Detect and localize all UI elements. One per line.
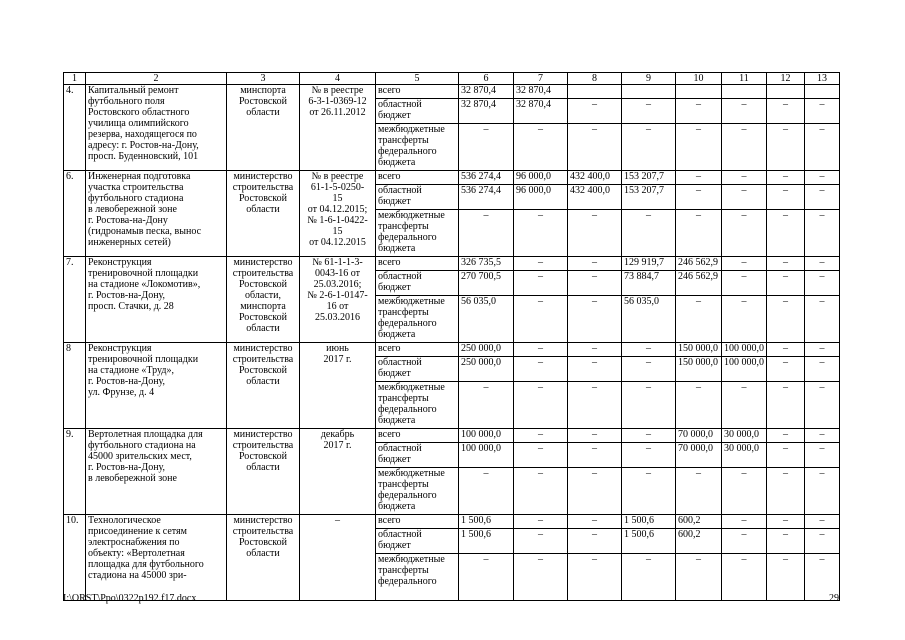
- amount-cell: –: [622, 124, 676, 171]
- amount-cell: –: [568, 529, 622, 554]
- amount-cell: 150 000,0: [676, 343, 722, 357]
- table-row: [64, 257, 840, 271]
- amount-cell: –: [622, 429, 676, 443]
- amount-cell: [622, 85, 676, 99]
- amount-cell: –: [805, 185, 840, 210]
- amount-cell: –: [622, 382, 676, 429]
- amount-cell: –: [805, 357, 840, 382]
- amount-cell: 153 207,7: [622, 171, 676, 185]
- funding-source: межбюджетные трансферты федерального: [376, 554, 459, 601]
- object-name: Капитальный ремонт футбольного поля Ростовского областного училища олимпийского резерва, находящегося по адресу: г. Ростов-на-Дону, просп. Буденновский, 101: [86, 85, 227, 171]
- amount-cell: –: [459, 210, 514, 257]
- funding-source: всего: [376, 343, 459, 357]
- amount-cell: 30 000,0: [722, 443, 767, 468]
- amount-cell: –: [568, 443, 622, 468]
- column-number: 4: [300, 73, 376, 85]
- amount-cell: –: [767, 429, 805, 443]
- amount-cell: –: [722, 271, 767, 296]
- responsible-ministry: министерство строительства Ростовской области: [227, 171, 300, 257]
- amount-cell: 70 000,0: [676, 429, 722, 443]
- funding-source: межбюджетные трансферты федерального бюджета: [376, 468, 459, 515]
- amount-cell: –: [805, 171, 840, 185]
- amount-cell: 100 000,0: [459, 429, 514, 443]
- table-row: [64, 343, 840, 357]
- amount-cell: –: [568, 382, 622, 429]
- object-name: Реконструкция тренировочной площадки на стадионе «Труд», г. Ростов-на-Дону, ул. Фрунзе, д. 4: [86, 343, 227, 429]
- amount-cell: 600,2: [676, 515, 722, 529]
- funding-source: межбюджетные трансферты федерального бюджета: [376, 124, 459, 171]
- amount-cell: –: [722, 171, 767, 185]
- amount-cell: –: [767, 210, 805, 257]
- responsible-ministry: министерство строительства Ростовской области: [227, 429, 300, 515]
- amount-cell: [805, 85, 840, 99]
- amount-cell: –: [805, 296, 840, 343]
- amount-cell: –: [622, 99, 676, 124]
- amount-cell: 246 562,9: [676, 271, 722, 296]
- amount-cell: 1 500,6: [622, 529, 676, 554]
- funding-source: областной бюджет: [376, 185, 459, 210]
- amount-cell: –: [676, 382, 722, 429]
- amount-cell: –: [514, 529, 568, 554]
- funding-source: областной бюджет: [376, 271, 459, 296]
- amount-cell: –: [767, 443, 805, 468]
- amount-cell: –: [568, 357, 622, 382]
- amount-cell: –: [767, 99, 805, 124]
- amount-cell: –: [514, 257, 568, 271]
- row-number: 10.: [64, 515, 86, 601]
- table-row: [64, 85, 840, 99]
- object-name: Реконструкция тренировочной площадки на стадионе «Локомотив», г. Ростов-на-Дону, просп. Стачки, д. 28: [86, 257, 227, 343]
- amount-cell: –: [622, 468, 676, 515]
- amount-cell: –: [722, 529, 767, 554]
- amount-cell: –: [514, 468, 568, 515]
- amount-cell: –: [459, 554, 514, 601]
- amount-cell: –: [722, 554, 767, 601]
- funding-source: областной бюджет: [376, 443, 459, 468]
- funding-source: межбюджетные трансферты федерального бюджета: [376, 296, 459, 343]
- amount-cell: 70 000,0: [676, 443, 722, 468]
- funding-source: областной бюджет: [376, 529, 459, 554]
- amount-cell: –: [805, 468, 840, 515]
- column-number: 9: [622, 73, 676, 85]
- funding-source: областной бюджет: [376, 99, 459, 124]
- amount-cell: –: [767, 185, 805, 210]
- amount-cell: –: [514, 554, 568, 601]
- row-number: 8: [64, 343, 86, 429]
- amount-cell: –: [459, 124, 514, 171]
- responsible-ministry: минспорта Ростовской области: [227, 85, 300, 171]
- amount-cell: –: [722, 210, 767, 257]
- amount-cell: –: [676, 171, 722, 185]
- amount-cell: 56 035,0: [622, 296, 676, 343]
- object-name: Технологическое присоединение к сетям электроснабжения по объекту: «Вертолетная площадка для футбольного стадиона на 45000 зри-: [86, 515, 227, 601]
- amount-cell: –: [805, 257, 840, 271]
- amount-cell: 30 000,0: [722, 429, 767, 443]
- amount-cell: –: [722, 185, 767, 210]
- funding-source: всего: [376, 85, 459, 99]
- amount-cell: –: [568, 257, 622, 271]
- amount-cell: –: [767, 382, 805, 429]
- amount-cell: –: [722, 124, 767, 171]
- amount-cell: –: [722, 99, 767, 124]
- amount-cell: –: [514, 124, 568, 171]
- column-number: 5: [376, 73, 459, 85]
- amount-cell: –: [568, 343, 622, 357]
- amount-cell: –: [622, 443, 676, 468]
- amount-cell: –: [805, 529, 840, 554]
- amount-cell: –: [722, 515, 767, 529]
- amount-cell: 73 884,7: [622, 271, 676, 296]
- column-number: 7: [514, 73, 568, 85]
- amount-cell: –: [676, 554, 722, 601]
- amount-cell: –: [514, 382, 568, 429]
- funding-source: всего: [376, 171, 459, 185]
- row-number: 7.: [64, 257, 86, 343]
- funding-source: всего: [376, 257, 459, 271]
- amount-cell: –: [622, 343, 676, 357]
- amount-cell: –: [568, 296, 622, 343]
- amount-cell: [767, 85, 805, 99]
- funding-source: всего: [376, 429, 459, 443]
- amount-cell: –: [805, 515, 840, 529]
- amount-cell: –: [514, 357, 568, 382]
- amount-cell: –: [676, 296, 722, 343]
- column-number: 10: [676, 73, 722, 85]
- amount-cell: [568, 85, 622, 99]
- responsible-ministry: министерство строительства Ростовской области: [227, 515, 300, 601]
- amount-cell: 96 000,0: [514, 185, 568, 210]
- amount-cell: –: [676, 99, 722, 124]
- amount-cell: –: [568, 124, 622, 171]
- amount-cell: –: [805, 210, 840, 257]
- amount-cell: –: [514, 443, 568, 468]
- amount-cell: 32 870,4: [514, 85, 568, 99]
- amount-cell: –: [568, 515, 622, 529]
- amount-cell: 250 000,0: [459, 343, 514, 357]
- amount-cell: –: [767, 171, 805, 185]
- amount-cell: –: [622, 554, 676, 601]
- amount-cell: –: [568, 271, 622, 296]
- amount-cell: 129 919,7: [622, 257, 676, 271]
- funding-source: всего: [376, 515, 459, 529]
- amount-cell: –: [805, 443, 840, 468]
- amount-cell: –: [767, 296, 805, 343]
- amount-cell: 150 000,0: [676, 357, 722, 382]
- column-number: 11: [722, 73, 767, 85]
- amount-cell: –: [767, 468, 805, 515]
- amount-cell: 1 500,6: [622, 515, 676, 529]
- amount-cell: –: [767, 271, 805, 296]
- amount-cell: –: [805, 429, 840, 443]
- amount-cell: 32 870,4: [514, 99, 568, 124]
- amount-cell: 536 274,4: [459, 171, 514, 185]
- amount-cell: [722, 85, 767, 99]
- amount-cell: 1 500,6: [459, 529, 514, 554]
- amount-cell: –: [767, 357, 805, 382]
- amount-cell: –: [805, 99, 840, 124]
- amount-cell: –: [805, 124, 840, 171]
- amount-cell: –: [676, 210, 722, 257]
- amount-cell: –: [676, 124, 722, 171]
- amount-cell: 432 400,0: [568, 185, 622, 210]
- amount-cell: 100 000,0: [459, 443, 514, 468]
- row-number: 6.: [64, 171, 86, 257]
- amount-cell: –: [805, 554, 840, 601]
- object-name: Инженерная подготовка участка строительства футбольного стадиона в левобережной зоне г. Ростова-на-Дону (гидронамыв песка, вынос инженерных сетей): [86, 171, 227, 257]
- responsible-ministry: министерство строительства Ростовской области: [227, 343, 300, 429]
- amount-cell: –: [722, 382, 767, 429]
- amount-cell: 96 000,0: [514, 171, 568, 185]
- column-number: 8: [568, 73, 622, 85]
- registry-info: № в реестре 61-1-5-0250- 15 от 04.12.2015; № 1-6-1-0422- 15 от 04.12.2015: [300, 171, 376, 257]
- registry-info: № 61-1-1-3- 0043-16 от 25.03.2016; № 2-6-1-0147- 16 от 25.03.2016: [300, 257, 376, 343]
- amount-cell: 270 700,5: [459, 271, 514, 296]
- registry-info: –: [300, 515, 376, 601]
- amount-cell: –: [568, 99, 622, 124]
- amount-cell: –: [805, 343, 840, 357]
- amount-cell: –: [568, 554, 622, 601]
- registry-info: декабрь 2017 г.: [300, 429, 376, 515]
- column-number: 6: [459, 73, 514, 85]
- amount-cell: 246 562,9: [676, 257, 722, 271]
- amount-cell: 1 500,6: [459, 515, 514, 529]
- funding-source: межбюджетные трансферты федерального бюджета: [376, 382, 459, 429]
- amount-cell: 432 400,0: [568, 171, 622, 185]
- amount-cell: –: [767, 529, 805, 554]
- amount-cell: –: [459, 382, 514, 429]
- row-number: 4.: [64, 85, 86, 171]
- registry-info: июнь 2017 г.: [300, 343, 376, 429]
- amount-cell: 153 207,7: [622, 185, 676, 210]
- row-number: 9.: [64, 429, 86, 515]
- amount-cell: –: [722, 296, 767, 343]
- amount-cell: –: [805, 382, 840, 429]
- amount-cell: –: [459, 468, 514, 515]
- amount-cell: –: [514, 271, 568, 296]
- amount-cell: 32 870,4: [459, 99, 514, 124]
- table-row: [64, 515, 840, 529]
- amount-cell: –: [622, 210, 676, 257]
- funding-source: областной бюджет: [376, 357, 459, 382]
- amount-cell: 250 000,0: [459, 357, 514, 382]
- amount-cell: –: [722, 468, 767, 515]
- amount-cell: 32 870,4: [459, 85, 514, 99]
- amount-cell: –: [514, 515, 568, 529]
- object-name: Вертолетная площадка для футбольного стадиона на 45000 зрительских мест, г. Ростов-на-Дону, в левобережной зоне: [86, 429, 227, 515]
- amount-cell: –: [767, 343, 805, 357]
- table-row: [64, 429, 840, 443]
- amount-cell: –: [676, 185, 722, 210]
- amount-cell: 536 274,4: [459, 185, 514, 210]
- amount-cell: –: [622, 357, 676, 382]
- amount-cell: –: [767, 554, 805, 601]
- column-number: 1: [64, 73, 86, 85]
- amount-cell: –: [514, 343, 568, 357]
- header-row: [64, 73, 840, 85]
- page-number: 29: [829, 593, 839, 604]
- funding-source: межбюджетные трансферты федерального бюджета: [376, 210, 459, 257]
- amount-cell: –: [767, 257, 805, 271]
- amount-cell: 600,2: [676, 529, 722, 554]
- amount-cell: –: [568, 210, 622, 257]
- amount-cell: 100 000,0: [722, 357, 767, 382]
- amount-cell: [676, 85, 722, 99]
- amount-cell: –: [514, 429, 568, 443]
- amount-cell: –: [568, 468, 622, 515]
- registry-info: № в реестре 6-3-1-0369-12 от 26.11.2012: [300, 85, 376, 171]
- column-number: 13: [805, 73, 840, 85]
- footer-file-path: I:\ORST\Ppo\0322p192.f17.docx: [63, 593, 197, 604]
- amount-cell: –: [722, 257, 767, 271]
- amount-cell: –: [514, 296, 568, 343]
- amount-cell: –: [676, 468, 722, 515]
- amount-cell: –: [568, 429, 622, 443]
- amount-cell: 56 035,0: [459, 296, 514, 343]
- amount-cell: –: [805, 271, 840, 296]
- amount-cell: –: [767, 515, 805, 529]
- amount-cell: –: [514, 210, 568, 257]
- amount-cell: 326 735,5: [459, 257, 514, 271]
- amount-cell: –: [767, 124, 805, 171]
- column-number: 3: [227, 73, 300, 85]
- column-number: 2: [86, 73, 227, 85]
- table-row: [64, 171, 840, 185]
- responsible-ministry: министерство строительства Ростовской области, минспорта Ростовской области: [227, 257, 300, 343]
- amount-cell: 100 000,0: [722, 343, 767, 357]
- budget-table: [63, 72, 840, 601]
- column-number: 12: [767, 73, 805, 85]
